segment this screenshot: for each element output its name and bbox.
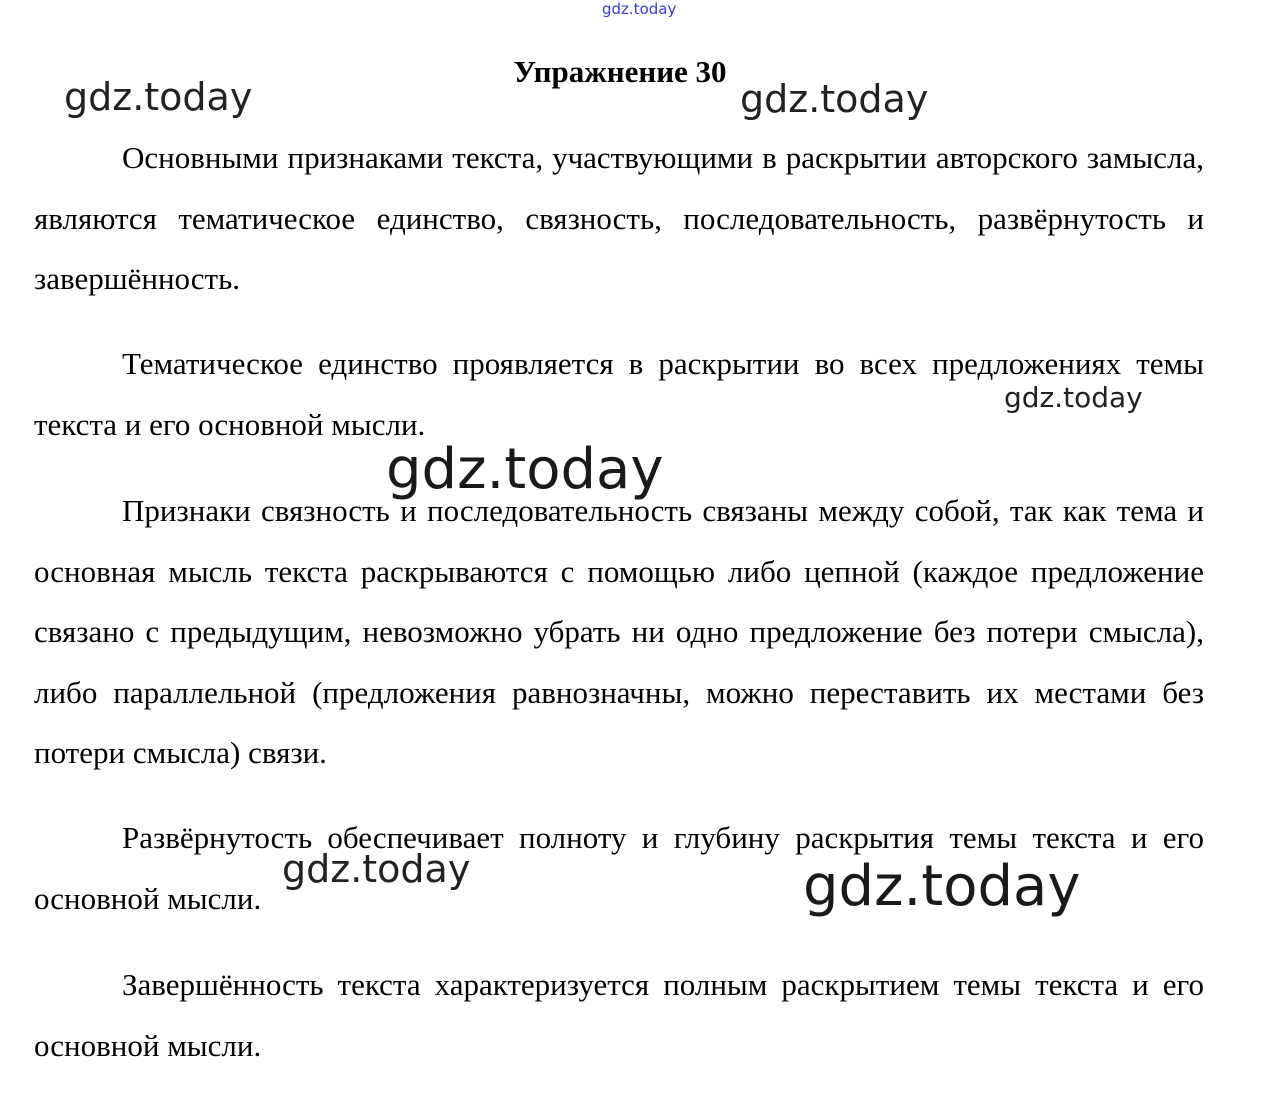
paragraph-4: Развёрнутость обеспечивает полноту и глубину раскрытия темы текста и его основной мысли. bbox=[34, 820, 1204, 916]
watermark-mid-large: gdz.today bbox=[386, 437, 664, 502]
paragraph-3: Признаки связность и последовательность связаны между собой, так как тема и основная мысль текста раскрываются с помощью либо цепной (каждое предложение связано с предыдущим, невозможно убрать ни одно предложение без потери смысла), либо параллельной (предложения равнозначны, можно переставить их местами без потери смысла) связи. bbox=[34, 493, 1204, 770]
watermark-top-small: gdz.today bbox=[602, 0, 677, 18]
watermark-top-right: gdz.today bbox=[740, 77, 929, 121]
watermark-top-left: gdz.today bbox=[64, 75, 253, 119]
watermark-mid-right: gdz.today bbox=[1004, 381, 1143, 414]
paragraph-2: Тематическое единство проявляется в раскрытии во всех предложениях темы текста и его основной мысли. bbox=[34, 346, 1204, 442]
watermark-bottom-right-large: gdz.today bbox=[803, 854, 1081, 919]
paragraph-5: Завершённость текста характеризуется полным раскрытием темы текста и его основной мысли. bbox=[34, 967, 1204, 1063]
paragraph-1: Основными признаками текста, участвующими в раскрытии авторского замысла, являются тематическое единство, связность, последовательность, развёрнутость и завершённость. bbox=[34, 140, 1204, 296]
exercise-title: Упражнение 30 bbox=[513, 54, 727, 89]
watermark-bottom-left: gdz.today bbox=[282, 847, 471, 891]
